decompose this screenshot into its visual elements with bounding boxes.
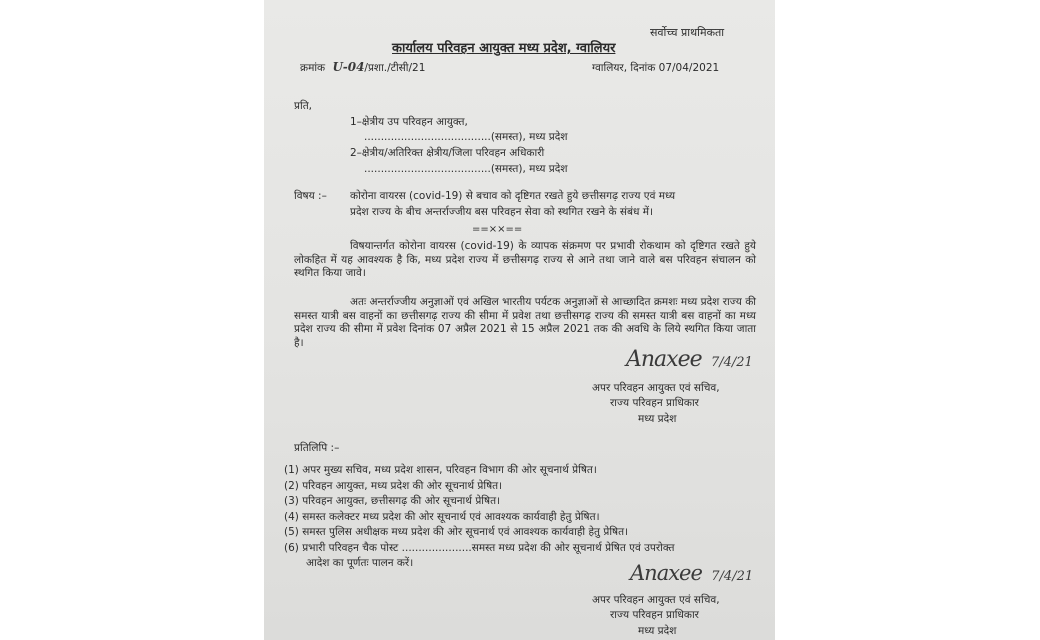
signatory-2-authority: राज्य परिवहन प्राधिकार bbox=[610, 609, 699, 621]
subject-line-2: प्रदेश राज्य के बीच अन्तर्राज्जीय बस परिवहन सेवा को स्थगित रखने के संबंध में। bbox=[350, 206, 654, 218]
signature-2 bbox=[630, 560, 753, 587]
copy-label: प्रतिलिपि :– bbox=[294, 442, 340, 454]
priority-label: सर्वोच्च प्राथमिकता bbox=[650, 26, 725, 39]
signature-2-handwriting: Anaxee bbox=[630, 561, 702, 585]
copy-list bbox=[284, 464, 675, 573]
recipient-1: 1–क्षेत्रीय उप परिवहन आयुक्त, bbox=[350, 116, 468, 128]
copy-item: (5) समस्त पुलिस अधीक्षक मध्य प्रदेश की ओर सूचनार्थ एवं आवश्यक कार्यवाही हेतु प्रेषित। bbox=[284, 526, 629, 538]
recipient-1-location: ......................................(समस्त), मध्य प्रदेश bbox=[364, 131, 568, 143]
signature-1 bbox=[626, 346, 753, 375]
place-date-label: ग्वालियर, दिनांक bbox=[592, 62, 656, 74]
letter-page bbox=[264, 0, 775, 640]
recipient-2-location: ......................................(समस्त), मध्य प्रदेश bbox=[364, 163, 568, 175]
ref-label: क्रमांक bbox=[300, 62, 326, 74]
subject-label: विषय :– bbox=[294, 190, 327, 202]
signatory-1-authority: राज्य परिवहन प्राधिकार bbox=[610, 397, 699, 409]
copy-item: (4) समस्त कलेक्टर मध्य प्रदेश की ओर सूचनार्थ एवं आवश्यक कार्यवाही हेतु प्रेषित। bbox=[284, 510, 600, 523]
letter-date: 07/04/2021 bbox=[658, 62, 720, 74]
subject-line-1: कोरोना वायरस (covid-19) से बचाव को दृष्टिगत रखते हुये छत्तीसगढ़ राज्य एवं मध्य bbox=[350, 190, 676, 202]
signatory-2-designation: अपर परिवहन आयुक्त एवं सचिव, bbox=[592, 594, 720, 606]
reference-line bbox=[300, 60, 425, 76]
signature-1-handwriting: Anaxee bbox=[626, 347, 702, 372]
copy-item: (3) परिवहन आयुक्त, छत्तीसगढ़ की ओर सूचनार्थ प्रेषित। bbox=[284, 495, 501, 507]
signature-1-date: 7/4/21 bbox=[710, 355, 753, 370]
copy-item: (2) परिवहन आयुक्त, मध्य प्रदेश की ओर सूचनार्थ प्रेषित। bbox=[284, 479, 503, 492]
copy-item: (1) अपर मुख्य सचिव, मध्य प्रदेश शासन, परिवहन विभाग की ओर सूचनार्थ प्रेषित। bbox=[284, 464, 597, 476]
body-paragraph-2: अतः अन्तर्राज्जीय अनुज्ञाओं एवं अखिल भारतीय पर्यटक अनुज्ञाओं से आच्छादित क्रमशः मध्य प्रदेश राज्य की समस्त यात्री बस वाहनों का छत्तीसगढ़ राज्य की सीमा में प्रवेश तथा छत्तीसगढ़ राज्य की समस्त यात्री बस वाहनों का मध्य प्रदेश राज्य की सीमा में प्रवेश दिनांक 07 अप्रैल 2021 से 15 अप्रैल 2021 तक की अवधि के लिये स्थगित किया जाता है। bbox=[294, 296, 756, 349]
signatory-1-state: मध्य प्रदेश bbox=[638, 413, 677, 425]
signatory-2-state: मध्य प्रदेश bbox=[638, 625, 677, 637]
to-label: प्रति, bbox=[294, 100, 313, 112]
office-title: कार्यालय परिवहन आयुक्त मध्य प्रदेश, ग्वालियर bbox=[392, 41, 616, 56]
signatory-1-designation: अपर परिवहन आयुक्त एवं सचिव, bbox=[592, 382, 720, 394]
ref-number: U-04 bbox=[332, 60, 365, 74]
copy-item: (6) प्रभारी परिवहन चैक पोस्ट .....................समस्त मध्य प्रदेश की ओर सूचनार्थ प्रेषित एवं उपरोक्त bbox=[284, 541, 675, 554]
subject-divider: ==××== bbox=[472, 224, 523, 235]
copy-item: आदेश का पूर्णतः पालन करें। bbox=[306, 557, 414, 569]
ref-suffix: /प्रशा./टीसी/21 bbox=[364, 62, 426, 74]
body-paragraph-1: विषयान्तर्गत कोरोना वायरस (covid-19) के व्यापक संक्रमण पर प्रभावी रोकथाम को दृष्टिगत रखते हुये लोकहित में यह आवश्यक है कि, मध्य प्रदेश राज्य में छत्तीसगढ़ राज्य से आने तथा जाने वाले बस परिवहन संचालन को स्थगित किया जावे। bbox=[294, 240, 756, 280]
signature-2-date: 7/4/21 bbox=[711, 569, 754, 584]
place-date bbox=[592, 62, 719, 76]
recipient-2: 2–क्षेत्रीय/अतिरिक्त क्षेत्रीय/जिला परिवहन अधिकारी bbox=[350, 147, 545, 159]
